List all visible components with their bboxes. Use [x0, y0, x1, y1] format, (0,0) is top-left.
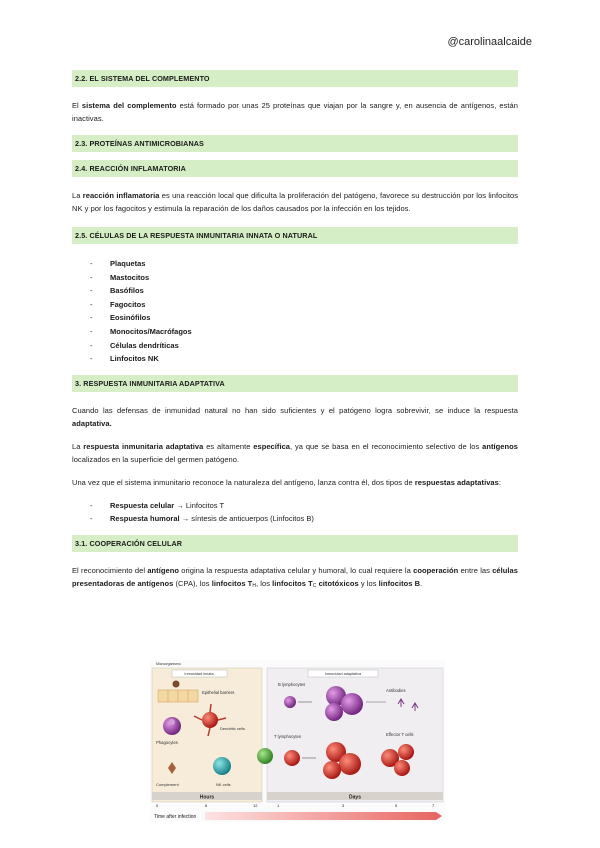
list-item: - Mastocitos [90, 271, 518, 285]
innate-title: Inmunidad innata [184, 672, 214, 676]
document-body [72, 70, 518, 593]
dendritic-label: Dendritic cells [220, 726, 245, 731]
phagocytes-label: Phagocytes [156, 740, 178, 745]
paragraph-inflamatoria: La reacción inflamatoria es una reacción local que dificulta la proliferación del patógeno, favorece su destrucción por los linfocitos NK y por los fagocitos y estimula la reparación de los daños causados por la infección en los tejidos. [72, 191, 519, 213]
t-helper-cell [257, 748, 273, 764]
tick-label: 6 [205, 803, 208, 808]
tick-label: 1 [277, 803, 280, 808]
epithelial-label: Epithelial barriers [202, 690, 235, 695]
tick-label: 5 [395, 803, 398, 808]
section-heading-adaptativa: 3. RESPUESTA INMUNITARIA ADAPTATIVA [72, 375, 518, 392]
section-heading-antimicrobianas: 2.3. PROTEÍNAS ANTIMICROBIANAS [72, 135, 518, 152]
microbe-icon [173, 681, 180, 688]
section-heading-celulas: 2.5. CÉLULAS DE LA RESPUESTA INMUNITARIA INNATA O NATURAL [72, 227, 518, 244]
list-item: - Eosinófilos [90, 311, 518, 325]
hours-label: Hours [199, 794, 215, 801]
effector-label: Effector T cells [386, 732, 414, 737]
phagocyte-nucleus [169, 719, 175, 725]
list-item: - Monocitos/Macrófagos [90, 325, 518, 339]
t-lymphocytes-label: T lymphocytes [274, 734, 301, 739]
dendritic-cell [202, 712, 218, 728]
t-cell [284, 750, 300, 766]
tick-label: 3 [342, 803, 345, 808]
days-label: Days [349, 794, 361, 801]
b-lymphocyte-cell [284, 696, 296, 708]
list-item: - Plaquetas [90, 257, 518, 271]
tick-label: 7 [432, 803, 435, 808]
plasma-cell-2 [341, 693, 363, 715]
list-item: - Respuesta humoral → síntesis de anticuerpos (Linfocitos B) [90, 512, 518, 526]
response-list [72, 499, 518, 526]
section-heading-inflamatoria: 2.4. REACCIÓN INFLAMATORIA [72, 160, 518, 177]
paragraph-complemento: El sistema del complemento está formado por unas 25 proteínas que viajan por la sangre y, en ausencia de antígenos, están inactivas. [72, 101, 518, 123]
section-heading-complemento: 2.2. EL SISTEMA DEL COMPLEMENTO [72, 70, 518, 87]
section-heading-cooperacion: 3.1. COOPERACIÓN CELULAR [72, 535, 518, 552]
cell-list [72, 257, 518, 366]
list-item: - Linfocitos NK [90, 352, 518, 366]
effector-cell-3 [394, 760, 410, 776]
paragraph-adaptativa-2: La respuesta inmunitaria adaptativa es altamente específica, ya que se basa en el reconocimiento selectivo de los antígenos localizados en la superficie del germen patógeno. [72, 441, 518, 464]
b-lymphocytes-label: B lymphocytes [278, 682, 306, 687]
tick-label: 0 [156, 803, 159, 808]
immunity-timeline-figure [150, 660, 445, 822]
t-clone-2 [339, 753, 361, 775]
adaptive-title: Inmunidad adaptativa [324, 672, 362, 676]
complement-label: Complement [156, 782, 179, 787]
list-item: - Basófilos [90, 284, 518, 298]
microbe-label: Microorganismo [156, 662, 181, 666]
author-handle: @carolinaalcaide [447, 36, 532, 48]
list-item: - Células dendríticas [90, 339, 518, 353]
time-label: Time after infection [154, 814, 197, 820]
nk-label: NK cells [216, 782, 231, 787]
effector-cell-2 [398, 744, 414, 760]
tick-label: 12 [253, 803, 258, 808]
paragraph-adaptativa-1: Cuando las defensas de inmunidad natural no han sido suficientes y el patógeno logra sobrevivir, se induce la respuesta adaptativa. [72, 405, 518, 428]
plasma-cell-3 [325, 703, 343, 721]
paragraph-cooperacion: El reconocimiento del antígeno origina la respuesta adaptativa celular y humoral, lo cual requiere la cooperación entre las células presentadoras de antígenos (CPA), los linfocitos $T_H$, los linfocitos $T_C$ citotóxicos y los linfocitos B. [72, 565, 518, 589]
antibodies-label: Antibodies [386, 688, 406, 693]
list-item: - Fagocitos [90, 298, 518, 312]
nk-cell [213, 757, 231, 775]
list-item: - Respuesta celular → Linfocitos T [90, 499, 518, 513]
t-clone-3 [323, 761, 341, 779]
time-arrow [205, 812, 442, 820]
paragraph-adaptativa-3: Una vez que el sistema inmunitario reconoce la naturaleza del antígeno, lanza contra él, dos tipos de respuestas adaptativas: [72, 477, 502, 487]
